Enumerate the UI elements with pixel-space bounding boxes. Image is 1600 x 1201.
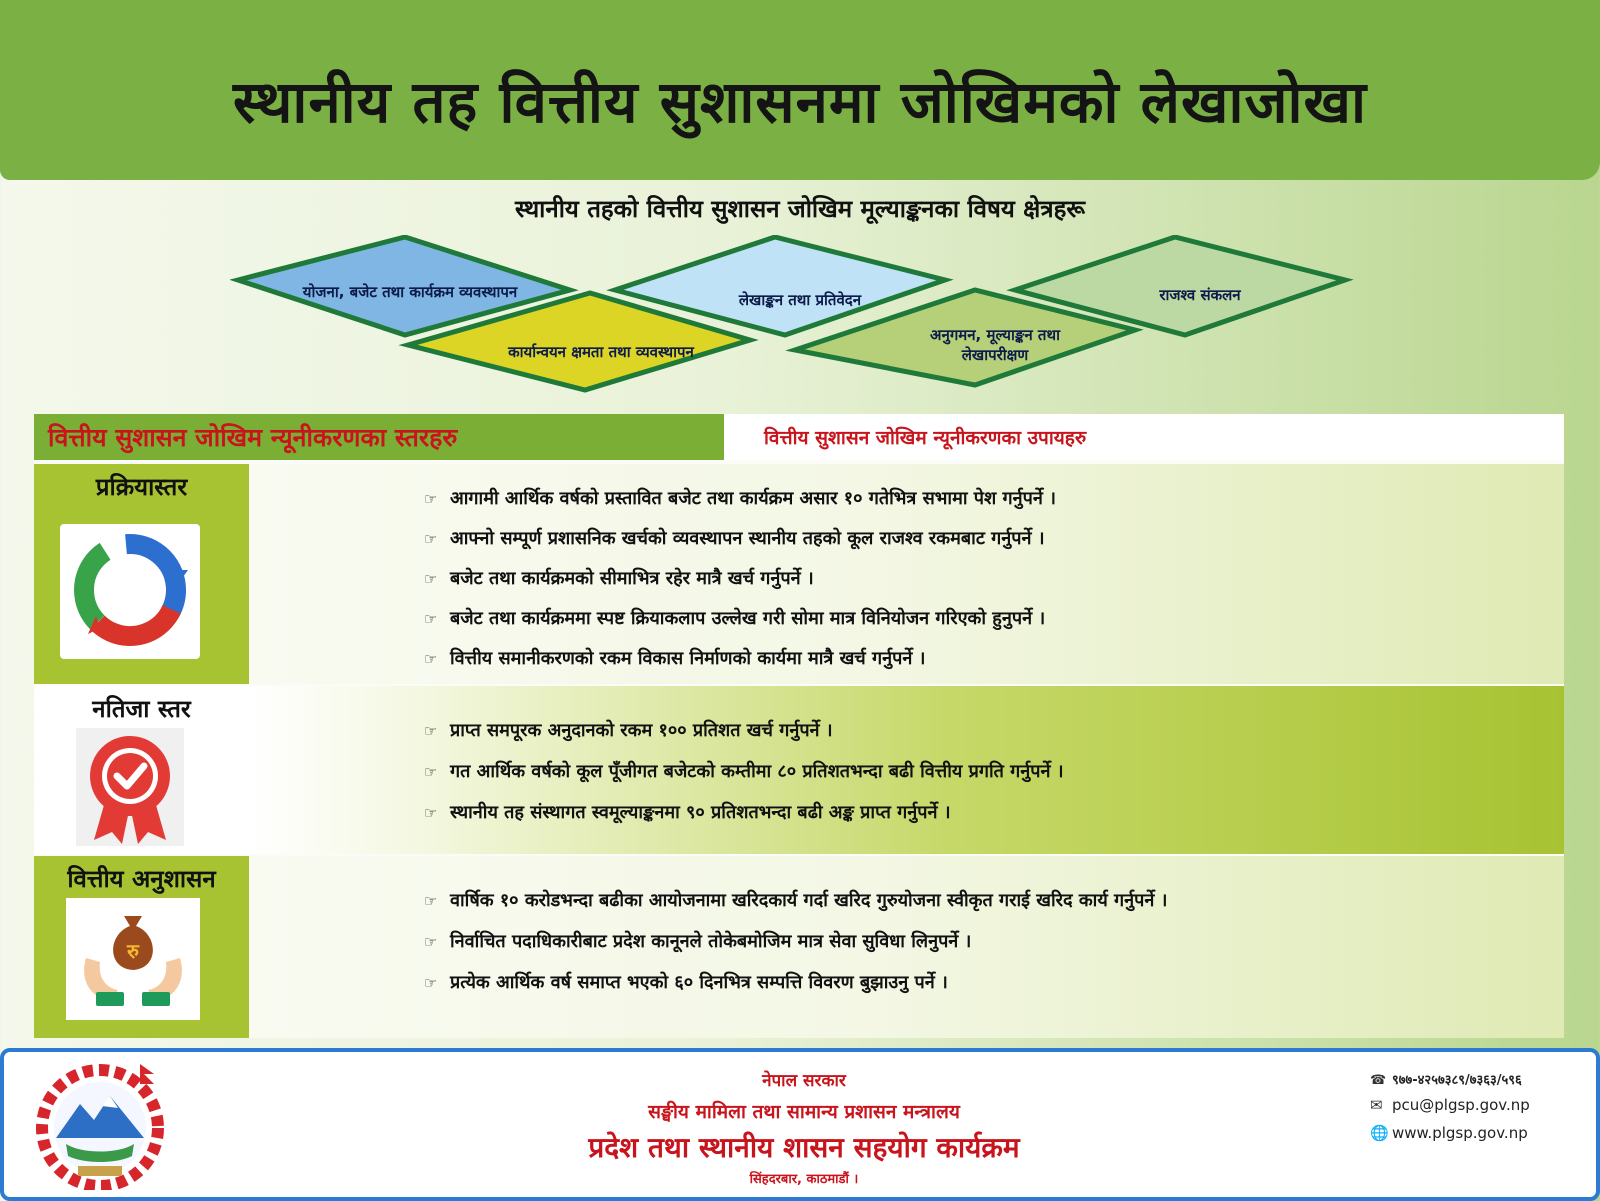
tier-process-label-col xyxy=(34,464,249,684)
measures-header: वित्तीय सुशासन जोखिम न्यूनीकरणका उपायहरु xyxy=(724,414,1564,460)
page-title: स्थानीय तह वित्तीय सुशासनमा जोखिमको लेखाजोखा xyxy=(232,68,1368,136)
bullet-item: ☞ आगामी आर्थिक वर्षको प्रस्तावित बजेट तथा कार्यक्रम असार १० गतेभित्र सभामा पेश गर्नुपर्ने । xyxy=(424,488,1056,509)
assessment-areas-diagram xyxy=(230,235,1380,400)
bullet-item: ☞ प्राप्त समपूरक अनुदानको रकम १०० प्रतिशत खर्च गर्नुपर्ने । xyxy=(424,720,833,741)
bullet-item: ☞ बजेट तथा कार्यक्रममा स्पष्ट क्रियाकलाप उल्लेख गरी सोमा मात्र विनियोजन गरिएको हुनुपर्ने । xyxy=(424,608,1046,629)
pointing-hand-icon: ☞ xyxy=(424,530,438,548)
pointing-hand-icon: ☞ xyxy=(424,722,438,740)
bullet-item: ☞ आफ्नो सम्पूर्ण प्रशासनिक खर्चको व्यवस्थापन स्थानीय तहको कूल राजश्व रकमबाट गर्नुपर्ने । xyxy=(424,528,1045,549)
bullet-item: ☞ स्थानीय तह संस्थागत स्वमूल्याङ्कनमा ९० प्रतिशतभन्दा बढी अङ्क प्राप्त गर्नुपर्ने । xyxy=(424,802,951,823)
pointing-hand-icon: ☞ xyxy=(424,650,438,668)
area-label-implementation: कार्यान्वयन क्षमता तथा व्यवस्थापन xyxy=(508,343,694,361)
contact-website[interactable]: 🌐 www.plgsp.gov.np xyxy=(1370,1124,1528,1142)
globe-icon: 🌐 xyxy=(1370,1124,1389,1142)
bullet-item: ☞ निर्वाचित पदाधिकारीबाट प्रदेश कानूनले तोकेबमोजिम मात्र सेवा सुविधा लिनुपर्ने । xyxy=(424,931,972,952)
pointing-hand-icon: ☞ xyxy=(424,892,438,910)
phone-icon: ☎ xyxy=(1370,1073,1387,1088)
footer-ministry: सङ्घीय मामिला तथा सामान्य प्रशासन मन्त्रालय xyxy=(648,1101,960,1123)
pointing-hand-icon: ☞ xyxy=(424,974,438,992)
money-bag-hands-icon xyxy=(66,898,200,1020)
bullet-item: ☞ प्रत्येक आर्थिक वर्ष समाप्त भएको ६० दिनभित्र सम्पत्ति विवरण बुझाउनु पर्ने । xyxy=(424,972,948,993)
footer xyxy=(0,1048,1600,1201)
award-badge-icon xyxy=(76,728,184,846)
tier-result-label-col xyxy=(34,686,249,854)
tier-process-row xyxy=(34,464,1564,684)
contact-phone: ☎ ९७७-४२५७३८९/७३६३/५९६ xyxy=(1370,1073,1522,1088)
tier-discipline-label-col xyxy=(34,856,249,1038)
footer-program: प्रदेश तथा स्थानीय शासन सहयोग कार्यक्रम xyxy=(588,1131,1020,1164)
tier-discipline-row xyxy=(34,856,1564,1038)
pointing-hand-icon: ☞ xyxy=(424,570,438,588)
svg-text:रु: रु xyxy=(127,939,139,963)
cycle-arrows-icon xyxy=(60,524,200,659)
area-label-revenue: राजश्व संकलन xyxy=(1159,286,1241,304)
pointing-hand-icon: ☞ xyxy=(424,763,438,781)
levels-header: वित्तीय सुशासन जोखिम न्यूनीकरणका स्तरहरु xyxy=(34,414,724,460)
bullet-item: ☞ वित्तीय समानीकरणको रकम विकास निर्माणको कार्यमा मात्रै खर्च गर्नुपर्ने । xyxy=(424,648,926,669)
bullet-item: ☞ वार्षिक १० करोडभन्दा बढीका आयोजनामा खरिदकार्य गर्दा खरिद गुरुयोजना स्वीकृत गराई खरिद कार्य गर्नुपर्ने । xyxy=(424,890,1168,911)
pointing-hand-icon: ☞ xyxy=(424,610,438,628)
area-label-planning: योजना, बजेट तथा कार्यक्रम व्यवस्थापन xyxy=(302,283,518,301)
area-label-accounting: लेखाङ्कन तथा प्रतिवेदन xyxy=(738,291,862,309)
tier-label: नतिजा स्तर xyxy=(92,695,191,723)
area-label-monitoring: अनुगमन, मूल्याङ्कन तथा लेखापरीक्षण xyxy=(930,326,1060,364)
footer-government: नेपाल सरकार xyxy=(762,1071,846,1091)
bullet-item: ☞ बजेट तथा कार्यक्रमको सीमाभित्र रहेर मात्रै खर्च गर्नुपर्ने । xyxy=(424,568,814,589)
pointing-hand-icon: ☞ xyxy=(424,804,438,822)
mail-icon: ✉ xyxy=(1370,1096,1383,1114)
footer-address: सिंहदरबार, काठमाडौं । xyxy=(749,1172,859,1187)
tier-result-row xyxy=(34,686,1564,854)
pointing-hand-icon: ☞ xyxy=(424,490,438,508)
contact-email[interactable]: ✉ pcu@plgsp.gov.np xyxy=(1370,1096,1530,1114)
risk-mitigation-panel xyxy=(34,414,1564,1038)
bullet-item: ☞ गत आर्थिक वर्षको कूल पूँजीगत बजेटको कम्तीमा ८० प्रतिशतभन्दा बढी वित्तीय प्रगति गर्नुपर्ने । xyxy=(424,761,1064,782)
tier-label: वित्तीय अनुशासन xyxy=(67,865,216,893)
pointing-hand-icon: ☞ xyxy=(424,933,438,951)
tier-label: प्रक्रियास्तर xyxy=(95,473,188,501)
page-subtitle: स्थानीय तहको वित्तीय सुशासन जोखिम मूल्याङ्कनका विषय क्षेत्रहरू xyxy=(514,195,1086,223)
